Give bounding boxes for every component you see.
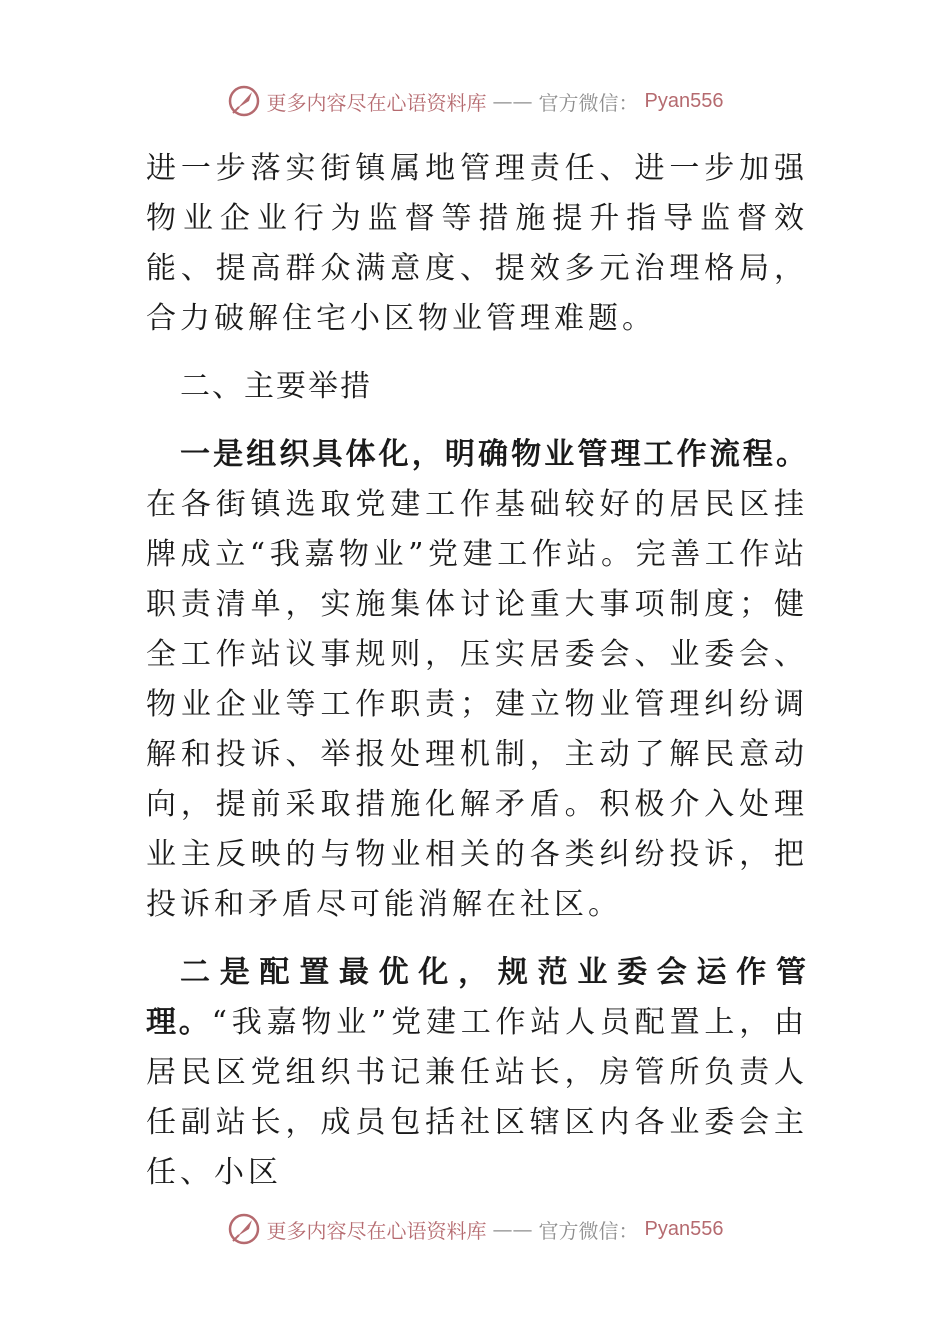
intro-paragraph: 进一步落实街镇属地管理责任、进一步加强物业企业行为监督等措施提升指导监督效能、提高群众满意度、提效多元治理格局，合力破解住宅小区物业管理难题。 [146,151,808,336]
document-body [146,144,808,1198]
quill-pen-logo-icon [227,84,261,118]
measure-paragraph-1 [146,430,808,930]
measure-2-body: “我嘉物业”党建工作站人员配置上，由居民区党组织书记兼任站长，房管所负责人任副站长，成员包括社区辖区内各业委会主任、小区 [146,1005,808,1190]
banner-site-name: 更多内容尽在心语资料库 [266,1218,487,1243]
measure-1-body: 在各街镇选取党建工作基础较好的居民区挂牌成立“我嘉物业”党建工作站。完善工作站职责清单，实施集体讨论重大事项制度；健全工作站议事规则，压实居委会、业委会、物业企业等工作职责；建立物业管理纠纷调解和投诉、举报处理机制，主动了解民意动向，提前采取措施化解矛盾。积极介入处理业主反映的与物业相关的各类纠纷投诉，把投诉和矛盾尽可能消解在社区。 [146,487,808,922]
banner-separator: —— [492,1217,533,1241]
footer-banner [0,1212,950,1246]
banner-wechat-id: Pyan556 [644,1217,724,1240]
header-banner [0,84,950,118]
measure-1-lead: 一是组织具体化，明确物业管理工作流程。 [180,437,808,472]
banner-separator: —— [492,89,533,113]
section-heading: 二、主要举措 [180,369,372,404]
quill-pen-logo-icon [227,1212,261,1246]
banner-site-name: 更多内容尽在心语资料库 [266,90,487,115]
paragraph-gap [146,930,808,948]
measure-paragraph-2 [146,948,808,1198]
banner-wechat-label: 官方微信： [538,90,639,115]
banner-wechat-id: Pyan556 [644,89,724,112]
measure-2-lead: 二是配置最优化，规范业委会运作管理。 [146,955,808,1040]
banner-wechat-label: 官方微信： [538,1218,639,1243]
